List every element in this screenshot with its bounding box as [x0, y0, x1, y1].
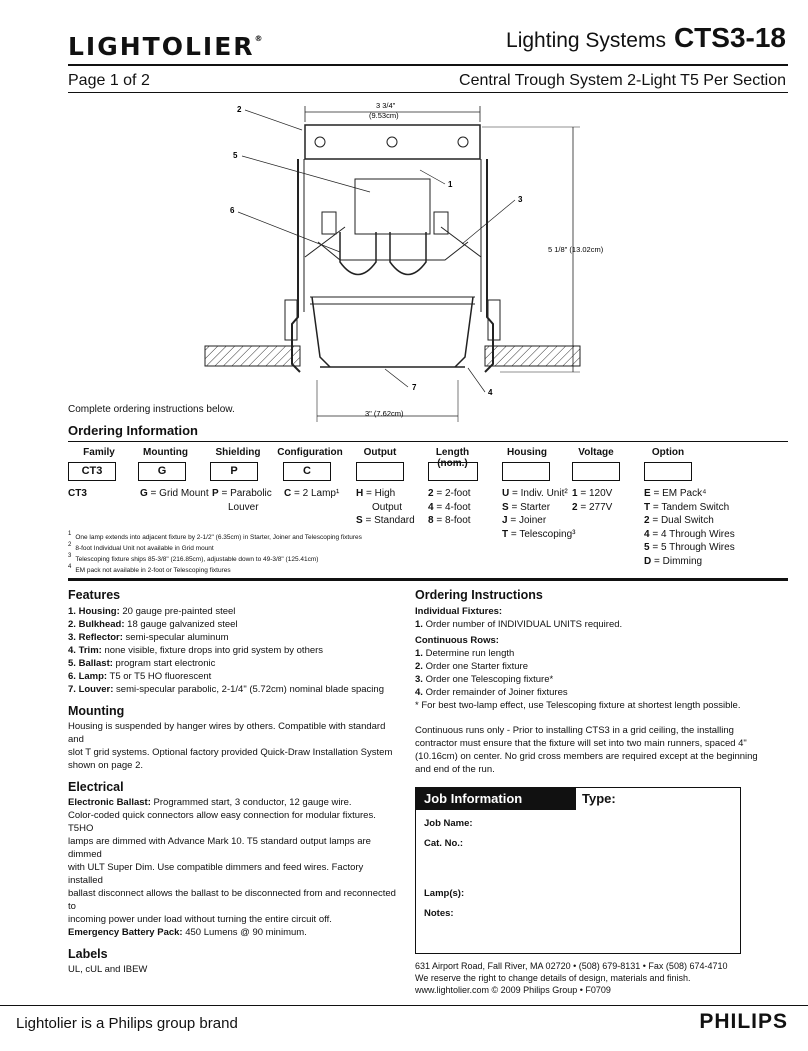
option-line: T = Tandem Switch — [644, 501, 730, 513]
option-line: S = Standard — [356, 515, 415, 526]
list-item: 1. Housing: 20 gauge pre-painted steel — [68, 606, 236, 617]
product-heading — [506, 22, 786, 54]
mounting-text: Housing is suspended by hanger wires by others. Compatible with standard and slot T grid systems. Optional factory provided Quick-Draw Installation System shown on page 2. — [68, 721, 393, 771]
option-line: Output — [372, 501, 403, 513]
section-rule — [68, 578, 788, 581]
header-voltage: Voltage — [578, 447, 614, 458]
instructions-text: Individual Fixtures: 1. Order number of INDIVIDUAL UNITS required. Continuous Rows: 1. Determine run length 2. Order one Starter fixture 3. Order one Telescoping fixture* 4. Order remainder of Joiner fixtures * For best two-lamp effect, use Telescoping fixture at shortest length possible. Continuous runs only - Prior to installing CTS3 in a grid ceiling, the installing contractor must ensure that the fixture will set into two main runners, spaced 4" (10.16cm) on center. No grid cross members are required except at the beginning and end of the run. — [415, 605, 795, 776]
option-line: 2 = Dual Switch — [644, 515, 714, 526]
option-options — [644, 487, 735, 568]
callout-6: 6 — [230, 206, 235, 215]
side-dimension: 5 1/8" (13.02cm) — [548, 245, 604, 254]
list-item: 5. Ballast: program start electronic — [68, 658, 216, 669]
lightolier-logo: LIGHTOLIER® — [68, 32, 265, 61]
housing-box[interactable] — [502, 462, 550, 481]
option-line: CT3 — [68, 488, 87, 499]
ordering-instructions-heading: Ordering Instructions — [415, 588, 543, 602]
option-line: E = EM Pack⁴ — [644, 488, 707, 499]
right-column — [415, 588, 795, 776]
ordering-information-heading: Ordering Information — [68, 423, 198, 438]
notes-field[interactable]: Notes: — [424, 908, 454, 919]
list-item: 6. Lamp: T5 or T5 HO fluorescent — [68, 671, 212, 682]
option-line: J = Joiner — [502, 515, 547, 526]
option-line: 2 = 277V — [572, 501, 613, 513]
option-line: U = Indiv. Unit² — [502, 488, 568, 499]
voltage-options — [572, 487, 612, 514]
job-name-field[interactable]: Job Name: — [424, 818, 473, 829]
top-dimension: 3 3/4" — [376, 101, 396, 110]
bottom-dimension: 3" (7.62cm) — [365, 409, 404, 418]
list-item: 1. Order number of INDIVIDUAL UNITS required. — [415, 619, 623, 630]
footer-rule — [0, 1005, 808, 1006]
option-line: C = 2 Lamp¹ — [284, 488, 340, 499]
contact-info: 631 Airport Road, Fall River, MA 02720 • (508) 679-8131 • Fax (508) 674-4710 We reserve the right to change details of design, materials and finish. www.lightolier.com © 2009 Philips Group • F0709 — [415, 961, 728, 995]
mounting-box: G — [138, 462, 186, 481]
option-box[interactable] — [644, 462, 692, 481]
option-line: 5 = 5 Through Wires — [644, 542, 735, 553]
header-rule — [68, 64, 788, 66]
option-line: 4 = 4 Through Wires — [644, 528, 735, 540]
shielding-options — [212, 487, 272, 514]
list-item: 4. Trim: none visible, fixture drops into grid system by others — [68, 645, 324, 656]
output-options — [356, 487, 415, 528]
mounting-heading: Mounting — [68, 704, 125, 718]
header-option: Option — [651, 447, 685, 458]
job-information-heading: Job Information — [416, 788, 576, 810]
features-list — [68, 605, 398, 696]
housing-options — [502, 487, 575, 541]
family-box: CT3 — [68, 462, 116, 481]
option-line: 1 = 120V — [572, 488, 613, 499]
list-item: 1. Determine run length — [415, 648, 515, 659]
left-column — [68, 588, 398, 976]
page-number: Page 1 of 2 — [68, 72, 150, 89]
option-line: 8 = 8-foot — [428, 515, 471, 526]
features-heading: Features — [68, 588, 121, 602]
ordering-rule — [68, 441, 788, 442]
labels-heading: Labels — [68, 947, 108, 961]
footnote: $^1$One lamp extends into adjacent fixture by 2-1/2" (6.35cm) in Starter, Joiner and Telescoping fixtures — [68, 531, 362, 542]
voltage-box[interactable] — [572, 462, 620, 481]
header-family: Family — [83, 447, 115, 458]
family-options — [68, 487, 87, 501]
list-item: 4. Order remainder of Joiner fixtures — [415, 687, 568, 698]
labels-text: UL, cUL and IBEW — [68, 964, 148, 975]
output-box[interactable] — [356, 462, 404, 481]
brand-line: Lightolier is a Philips group brand — [16, 1015, 238, 1032]
header-configuration: Configuration — [277, 447, 343, 458]
list-item: 2. Bulkhead: 18 gauge galvanized steel — [68, 619, 238, 630]
list-item: 7. Louver: semi-specular parabolic, 2-1/4" (5.72cm) nominal blade spacing — [68, 684, 384, 695]
shielding-box: P — [210, 462, 258, 481]
callout-5: 5 — [233, 151, 238, 160]
job-information-box — [415, 787, 741, 954]
header-housing: Housing — [507, 447, 547, 458]
callout-2: 2 — [237, 105, 242, 114]
option-line: D = Dimming — [644, 555, 703, 567]
callout-7: 7 — [412, 383, 417, 392]
option-line: S = Starter — [502, 501, 551, 513]
ordering-note: Complete ordering instructions below. — [68, 404, 235, 415]
callout-4: 4 — [488, 388, 493, 397]
option-line: G = Grid Mount — [140, 488, 209, 499]
footnote: $^2$8-foot Individual Unit not available in Grid mount — [68, 542, 214, 553]
top-dimension-metric: (9.53cm) — [369, 111, 399, 120]
callout-3: 3 — [518, 195, 523, 204]
callout-1: 1 — [448, 180, 453, 189]
length-box[interactable] — [428, 462, 478, 481]
electrical-heading: Electrical — [68, 780, 124, 794]
catalog-number-field[interactable]: Cat. No.: — [424, 838, 464, 849]
header-mounting: Mounting — [143, 447, 188, 458]
option-line: Louver — [228, 501, 259, 513]
lamps-field[interactable]: Lamp(s): — [424, 888, 465, 899]
length-options — [428, 487, 471, 528]
footnote: $^4$EM pack not available in 2-foot or Telescoping fixtures — [68, 564, 231, 575]
page-subtitle: Central Trough System 2-Light T5 Per Section — [459, 72, 786, 89]
header-length: Length (nom.) — [435, 447, 470, 469]
configuration-box: C — [283, 462, 331, 481]
header-output: Output — [363, 447, 397, 458]
option-line: 4 = 4-foot — [428, 501, 471, 513]
footnote: $^3$Telescoping fixture ships 85-3/8" (216.85cm), adjustable down to 49-3/8" (125.41cm) — [68, 553, 319, 564]
option-line: H = High — [356, 488, 396, 499]
system-label: Lighting Systems — [506, 29, 666, 52]
philips-logo: PHILIPS — [699, 1010, 788, 1033]
option-line: T = Telescoping³ — [502, 528, 576, 540]
option-line: 2 = 2-foot — [428, 488, 471, 499]
fixture-cross-section-diagram — [200, 92, 620, 422]
header-shielding: Shielding — [215, 447, 261, 458]
product-code: CTS3-18 — [673, 22, 786, 53]
configuration-options — [284, 487, 339, 501]
list-item: 2. Order one Starter fixture — [415, 661, 529, 672]
list-item: 3. Order one Telescoping fixture* — [415, 674, 554, 685]
list-item: 3. Reflector: semi-specular aluminum — [68, 632, 229, 643]
electrical-text: Electronic Ballast: Programmed start, 3 conductor, 12 gauge wire. Color-coded quick connectors allow easy connection for modular fixtures. T5HO lamps are dimmed with Advance Mark 10. T5 standard output lamps are dimmed with ULT Super Dim. Use compatible dimmers and feed wires. Factory installed ballast disconnect allows the ballast to be disconnected from and reconnected to incoming power under load without turning the entire circuit off. Emergency Battery Pack: 450 Lumens @ 90 minimum. — [68, 797, 396, 938]
type-field[interactable]: Type: — [582, 791, 616, 806]
mounting-options — [140, 487, 209, 501]
option-line: P = Parabolic — [212, 488, 272, 499]
